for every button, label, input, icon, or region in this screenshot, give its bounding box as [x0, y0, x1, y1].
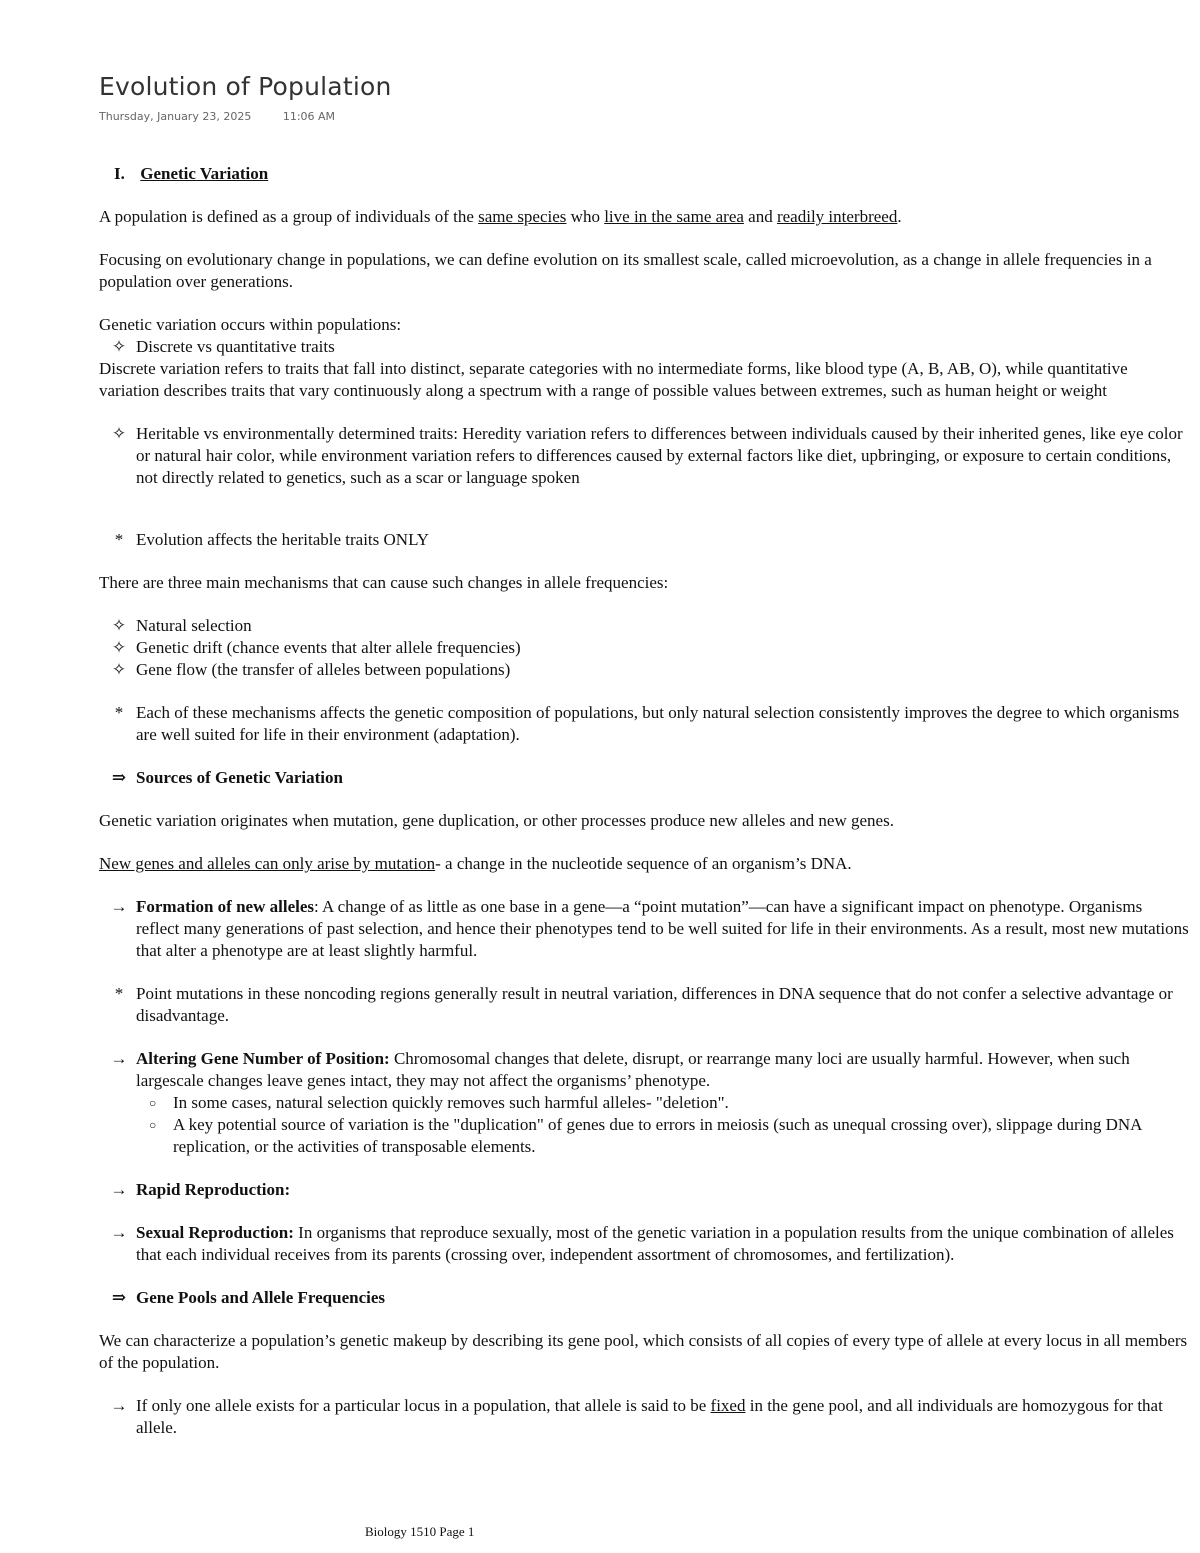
mechanism-text: Natural selection	[136, 616, 252, 635]
item-text: In organisms that reproduce sexually, most of the genetic variation in a population results from the unique combination of alleles that each individual receives from its parents (crossing over, independent assortment of chromosomes, and fertilization).	[136, 1223, 1174, 1264]
star-bullet-icon: ✧	[111, 424, 127, 443]
text-run: - a change in the nucleotide sequence of an organism’s DNA.	[435, 854, 852, 873]
note-text: Point mutations in these noncoding regions generally result in neutral variation, differences in DNA sequence that do not confer a selective advantage or disadvantage.	[136, 984, 1173, 1025]
star-bullet-icon: ✧	[111, 616, 127, 635]
paragraph-origin: Genetic variation originates when mutation, gene duplication, or other processes produce new alleles and new genes.	[99, 811, 894, 830]
paragraph-discrete: Discrete variation refers to traits that fall into distinct, separate categories with no intermediate forms, like blood type (A, B, AB, O), while quantitative variation describes traits that vary continuously along a spectrum with a range of possible values between extremes, such as human height or weight	[99, 359, 1128, 400]
note-mechanisms	[99, 702, 1189, 746]
note-page	[99, 72, 1189, 1460]
item-label: Altering Gene Number of Position:	[136, 1049, 390, 1068]
mechanism-text: Gene flow (the transfer of alleles between populations)	[136, 660, 511, 679]
mechanism-text: Genetic drift (chance events that alter allele frequencies)	[136, 638, 521, 657]
mechanism-item	[99, 637, 1189, 659]
arrow-item-fixed	[99, 1395, 1189, 1439]
asterisk-icon: *	[114, 530, 124, 549]
mechanism-item	[99, 615, 1189, 637]
section-title: Genetic Variation	[140, 164, 269, 183]
sub-bullet	[99, 1092, 1189, 1114]
asterisk-icon: *	[114, 703, 124, 722]
item-text: : A change of as little as one base in a gene—a “point mutation”—can have a significant impact on phenotype. Organisms reflect many generations of past selection, and hence their phenotypes tend to be well suited for life in their environments. As a result, most new mutations that alter a phenotype are at least slightly harmful.	[136, 897, 1189, 960]
sub-bullet-text: In some cases, natural selection quickly removes such harmful alleles- "deletion".	[173, 1093, 729, 1112]
star-bullet-icon: ✧	[111, 638, 127, 657]
underlined-text: fixed	[710, 1396, 746, 1415]
circle-bullet-icon: ○	[149, 1096, 157, 1110]
subheading-sources	[99, 767, 1189, 789]
page-time: 11:06 AM	[282, 110, 336, 123]
paragraph-variation-intro: Genetic variation occurs within populations:	[99, 315, 402, 334]
bullet-heritable	[99, 423, 1189, 489]
arrow-icon: →	[110, 897, 128, 916]
arrow-icon: →	[110, 1049, 128, 1068]
bullet-text: Discrete vs quantitative traits	[136, 337, 335, 356]
paragraph-mechanisms: There are three main mechanisms that can cause such changes in allele frequencies:	[99, 573, 669, 592]
arrow-icon: →	[110, 1396, 128, 1415]
item-text: in the gene pool, and all individuals are homozygous for that allele.	[136, 1396, 1163, 1437]
double-arrow-icon: ⇒	[111, 768, 127, 787]
bullet-discrete	[99, 336, 1189, 358]
subheading-text: Sources of Genetic Variation	[136, 768, 343, 787]
arrow-item-new-alleles	[99, 896, 1189, 962]
asterisk-icon: *	[114, 984, 124, 1003]
sub-bullet	[99, 1114, 1189, 1158]
bullet-text: Heritable vs environmentally determined traits: Heredity variation refers to differences between individuals caused by their inherited genes, like eye color or natural hair color, while environment variation refers to differences caused by external factors like diet, upbringing, or exposure to certain conditions, not directly related to genetics, such as a scar or language spoken	[136, 424, 1183, 487]
note-text: Evolution affects the heritable traits ONLY	[136, 530, 430, 549]
star-bullet-icon: ✧	[111, 337, 127, 356]
sub-bullet-text: A key potential source of variation is the "duplication" of genes due to errors in meiosis (such as unequal crossing over), slippage during DNA replication, or the activities of transposable elements.	[173, 1115, 1142, 1156]
underlined-text: live in the same area	[604, 207, 744, 226]
page-date: Thursday, January 23, 2025	[99, 110, 252, 123]
item-text: Chromosomal changes that delete, disrupt, or rearrange many loci are usually harmful. However, when such largescale changes leave genes intact, they may not affect the organisms’ phenotype.	[136, 1049, 1130, 1090]
subheading-gene-pools	[99, 1287, 1189, 1309]
arrow-item-sexual-reproduction	[99, 1222, 1189, 1266]
paragraph-mutation	[99, 853, 1189, 875]
star-bullet-icon: ✧	[111, 660, 127, 679]
text-run: who	[566, 207, 605, 226]
text-run: A population is defined as a group of individuals of the	[99, 207, 479, 226]
paragraph-gene-pool: We can characterize a population’s genetic makeup by describing its gene pool, which consists of all copies of every type of allele at every locus in all members of the population.	[99, 1331, 1188, 1372]
text-run: and	[743, 207, 777, 226]
item-label: Sexual Reproduction:	[136, 1223, 294, 1242]
paragraph-population	[99, 206, 1189, 228]
section-number: I.	[114, 164, 125, 183]
note-point-mutations	[99, 983, 1189, 1027]
underlined-text: New genes and alleles can only arise by mutation	[99, 854, 436, 873]
arrow-item-gene-number	[99, 1048, 1189, 1092]
arrow-icon: →	[110, 1180, 128, 1199]
note-text: Each of these mechanisms affects the genetic composition of populations, but only natural selection consistently improves the degree to which organisms are well suited for life in their environment (adaptation).	[136, 703, 1180, 744]
page-meta	[99, 110, 1189, 123]
underlined-text: readily interbreed	[776, 207, 898, 226]
double-arrow-icon: ⇒	[111, 1288, 127, 1307]
item-label: Rapid Reproduction:	[136, 1180, 291, 1199]
note-body	[99, 163, 1189, 1439]
text-run: .	[897, 207, 902, 226]
arrow-item-rapid-reproduction	[99, 1179, 1189, 1201]
subheading-text: Gene Pools and Allele Frequencies	[136, 1288, 386, 1307]
underlined-text: same species	[478, 207, 567, 226]
circle-bullet-icon: ○	[149, 1118, 157, 1132]
mechanism-item	[99, 659, 1189, 681]
section-heading	[114, 163, 1189, 185]
paragraph-microevolution: Focusing on evolutionary change in populations, we can define evolution on its smallest scale, called microevolution, as a change in allele frequencies in a population over generations.	[99, 250, 1152, 291]
item-text: If only one allele exists for a particular locus in a population, that allele is said to be	[136, 1396, 711, 1415]
page-footer: Biology 1510 Page 1	[365, 1524, 475, 1539]
page-title: Evolution of Population	[99, 72, 392, 101]
arrow-icon: →	[110, 1223, 128, 1242]
item-label: Formation of new alleles	[136, 897, 314, 916]
note-heritable-only	[99, 529, 1189, 551]
